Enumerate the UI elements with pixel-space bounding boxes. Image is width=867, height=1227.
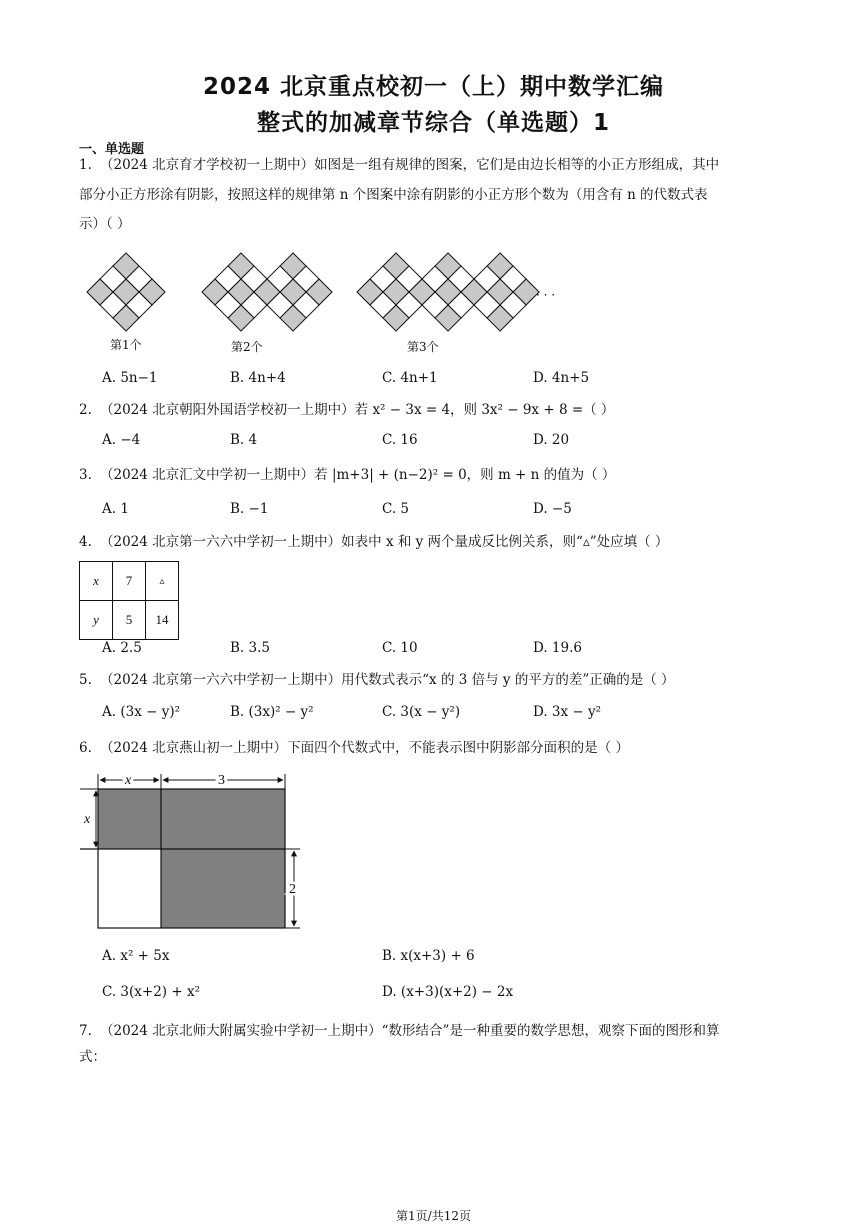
q1-pattern-figure (80, 248, 560, 338)
pattern-block (254, 253, 332, 331)
table-cell: 14 (146, 601, 179, 640)
q1-option-c: C. 4n+1 (382, 370, 438, 386)
q4-option-c: C. 10 (382, 640, 418, 656)
q7-number: 7. (79, 1023, 92, 1039)
pattern-3 (357, 248, 539, 338)
pattern-block (461, 253, 539, 331)
table-row (80, 601, 179, 640)
q1-caption-2: 第2个 (231, 340, 263, 354)
table-cell: ▵ (146, 562, 179, 601)
pattern-block (87, 253, 165, 331)
q4-option-b: B. 3.5 (230, 640, 270, 656)
table-cell: 5 (113, 601, 146, 640)
q3-option-c: C. 5 (382, 501, 410, 517)
q6-option-b: B. x(x+3) + 6 (382, 948, 475, 964)
q1-caption-1: 第1个 (110, 338, 142, 352)
pattern-1 (87, 253, 165, 331)
q1-option-b: B. 4n+4 (230, 370, 286, 386)
q6-option-d: D. (x+3)(x+2) − 2x (382, 984, 514, 1000)
q1-text-line2: 部分小正方形涂有阴影，按照这样的规律第 n 个图案中涂有阴影的小正方形个数为（用含有 n 的代数式表 (79, 187, 708, 203)
page-title: 2024 北京重点校初一（上）期中数学汇编 (202, 74, 665, 100)
q2-option-b: B. 4 (230, 432, 258, 448)
q2-text: （2024 北京朝阳外国语学校初一上期中）若 x² − 3x = 4，则 3x² − 9x + 8 =（ ） (100, 402, 615, 418)
label-top-3: 3 (218, 773, 225, 788)
q5-option-d: D. 3x − y² (533, 704, 602, 720)
q1-text-line3: 示）（ ） (79, 216, 131, 232)
q3-option-a: A. 1 (102, 501, 129, 517)
q1-option-a: A. 5n−1 (102, 370, 158, 386)
q5-option-b: B. (3x)² − y² (230, 704, 314, 720)
table-row (80, 562, 179, 601)
table-cell: 7 (113, 562, 146, 601)
q4-text: （2024 北京第一六六中学初一上期中）如表中 x 和 y 两个量成反比例关系，则“▵”处应填（ ） (100, 534, 669, 550)
q7-text-line1: （2024 北京北师大附属实验中学初一上期中）“数形结合”是一种重要的数学思想，观察下面的图形和算 (100, 1023, 720, 1039)
shaded-square-x (98, 789, 161, 849)
q5-option-a: A. (3x − y)² (102, 704, 181, 720)
label-left-x: x (84, 812, 91, 827)
q3-option-d: D. −5 (533, 501, 572, 517)
q6-option-a: A. x² + 5x (102, 948, 170, 964)
unshaded-rect (98, 849, 161, 928)
q1-number: 1. (79, 157, 92, 173)
q6-text: （2024 北京燕山初一上期中）下面四个代数式中，不能表示图中阴影部分面积的是（ ） (100, 740, 629, 756)
q2-option-a: A. −4 (102, 432, 141, 448)
section-heading: 一、单选题 (79, 142, 145, 157)
q3-number: 3. (79, 467, 92, 483)
q1-text-line1: （2024 北京育才学校初一上期中）如图是一组有规律的图案，它们是由边长相等的小正方形组成，其中 (100, 157, 720, 173)
q4-option-a: A. 2.5 (102, 640, 142, 656)
label-right-2: 2 (289, 882, 296, 897)
q3-option-b: B. −1 (230, 501, 269, 517)
shaded-rect-top (161, 789, 285, 849)
table-cell: y (80, 601, 113, 640)
q1-option-d: D. 4n+5 (533, 370, 590, 386)
q2-option-c: C. 16 (382, 432, 418, 448)
q6-number: 6. (79, 740, 92, 756)
shaded-rect-bottom (161, 849, 285, 928)
q4-option-d: D. 19.6 (533, 640, 582, 656)
label-top-x: x (125, 773, 132, 788)
page-subtitle: 整式的加减章节综合（单选题）1 (256, 110, 610, 136)
page-footer: 第1页/共12页 (396, 1209, 471, 1223)
q2-number: 2. (79, 402, 92, 418)
q6-option-c: C. 3(x+2) + x² (102, 984, 200, 1000)
table-cell: x (80, 562, 113, 601)
q3-text: （2024 北京汇文中学初一上期中）若 |m+3| + (n−2)² = 0，则 m + n 的值为（ ） (100, 467, 616, 483)
q2-option-d: D. 20 (533, 432, 570, 448)
q1-ellipsis: · · · (536, 288, 556, 302)
q5-number: 5. (79, 672, 92, 688)
q7-text-line2: 式： (79, 1049, 106, 1065)
q5-option-c: C. 3(x − y²) (382, 704, 461, 720)
q4-table (79, 561, 179, 640)
pattern-2 (202, 248, 332, 338)
q4-number: 4. (79, 534, 92, 550)
q1-caption-3: 第3个 (407, 340, 439, 354)
q6-area-figure (78, 770, 308, 932)
q5-text: （2024 北京第一六六中学初一上期中）用代数式表示“x 的 3 倍与 y 的平方的差”正确的是（ ） (100, 672, 675, 688)
